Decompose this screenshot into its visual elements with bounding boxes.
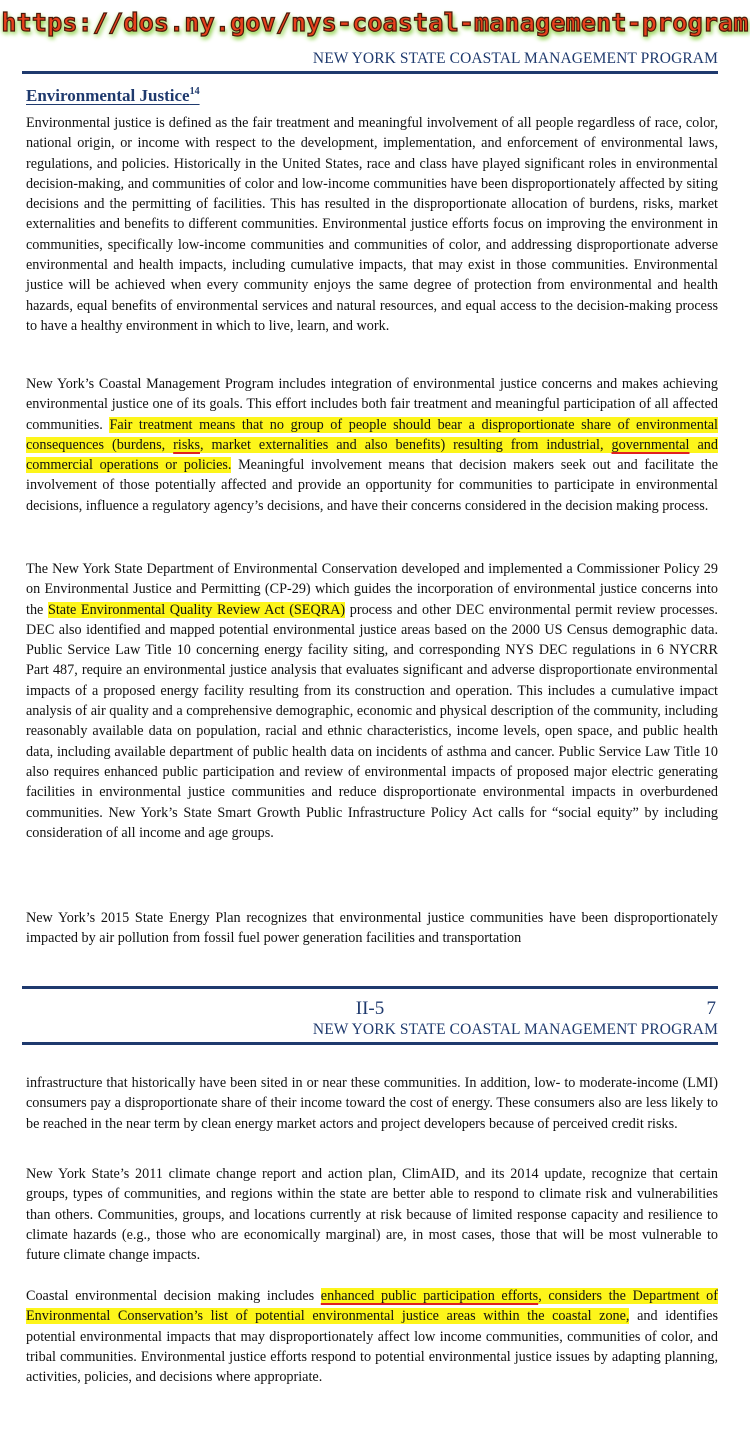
text: and identifies potential environmental impacts that may disproportionately affect low income communities, communities of color, and tribal communities. Environmental justice efforts respond to potential environmental justice issues by adapting planning, activities, policies, and decisions where appropriate. bbox=[26, 1308, 719, 1386]
text: , considers the Department of Environmental Conservation’s list of potential environmental justice areas within the coastal zone, bbox=[26, 1288, 718, 1325]
text: The New York State Department of Environmental Conservation developed and implemented a Commissioner Policy 29 on Environmental Justice and Permitting (CP-29) which guides the incorporation of environmental justice concerns into the bbox=[26, 561, 718, 618]
section-title bbox=[26, 86, 200, 106]
paragraph-energy-plan: New York’s 2015 State Energy Plan recognizes that environmental justice communities have been disproportionately impacted by air pollution from fossil fuel power generation facilities and transportation bbox=[26, 910, 718, 947]
paragraph-definition: Environmental justice is defined as the fair treatment and meaningful involvement of all people regardless of race, color, national origin, or income with respect to the development, implementation, and enforcement of environmental laws, regulations, and policies. Historically in the United States, race and class have played significant roles in environmental decision-making, and communities of color and low-income communities have been disproportionately affected by siting decisions and the permitting of facilities. This has resulted in the disproportionate allocation of burdens, risks, market externalities and benefits to different communities. Environmental justice efforts focus on improving the environment in communities, specifically low-income communities and communities of color, and addressing disproportionate adverse environmental and health impacts, including cumulative impacts, that may exist in those communities. Environmental justice will be achieved when every community enjoys the same degree of protection from environmental and health hazards, equal benefits of environmental services and natural resources, and equal access to the decision-making process to have a healthy environment in which to live, learn, and work. bbox=[26, 115, 718, 334]
highlight-seqra: State Environmental Quality Review Act (SEQRA) bbox=[47, 601, 346, 618]
section-page-number: II-5 bbox=[355, 998, 385, 1019]
text: , market externalities and also benefits) resulting from industrial, bbox=[199, 436, 612, 453]
text: Fair treatment means that no group of people should bear a disproportionate share of environmental consequences (burdens, bbox=[26, 416, 718, 453]
text: process and other DEC environmental permit review processes. DEC also identified and mapped potential environmental justice areas based on the 2000 US Census demographic data. Public Service Law Title 10 concerning energy facility siting, and corresponding NYS DEC regulations in 6 NYCRR Part 487, require an environmental justice analysis that evaluates significant and adverse disproportionate environmental impacts of a proposed energy facility resulting from its construction and operation. This includes a cumulative impact analysis of air quality and a comprehensive demographic, economic and physical description of the community, including reasonably available data on population, racial and ethnic characteristics, income levels, open space, and public health data, including available department of public health data on incidents of asthma and cancer. Public Service Law Title 10 also requires enhanced public participation and review of environmental impacts of proposed major electric generating facilities in environmental justice communities and reduce disproportionate environmental impacts in overburdened communities. New York’s State Smart Growth Public Infrastructure Policy Act calls for “social equity” by including consideration of all income and age groups. bbox=[26, 601, 718, 841]
text: and commercial operations or policies. bbox=[26, 436, 718, 474]
section-title-text: Environmental Justice bbox=[26, 86, 190, 105]
paragraph-dec-policy bbox=[26, 559, 718, 843]
underlined-governmental: governmental bbox=[611, 436, 690, 453]
footnote-ref[interactable]: 14 bbox=[189, 86, 200, 97]
paragraph-climaid: New York State’s 2011 climate change report and action plan, ClimAID, and its 2014 update, recognize that certain groups, types of communities, and regions within the state are better able to respond to climate risk and vulnerabilities than others. Communities, groups, and locations currently at risk because of limited response capacity and resilience to climate hazards (e.g., those who are economically marginal) are, in most cases, those that will be most vulnerable to future climate change impacts. bbox=[26, 1166, 718, 1264]
source-url-banner[interactable]: https://dos.ny.gov/nys-coastal-management-program bbox=[1, 8, 749, 37]
header-rule bbox=[22, 71, 718, 74]
paragraph-coastal-program bbox=[26, 374, 718, 516]
running-header-page-1: NEW YORK STATE COASTAL MANAGEMENT PROGRAM bbox=[312, 50, 718, 67]
text: Meaningful involvement means that decision makers seek out and facilitate the involvement of those potentially affected and provide an opportunity for communities to participate in environmental decisions, influence a regulatory agency’s decisions, and have their concerns considered in the decision making process. bbox=[26, 457, 718, 514]
pdf-page-number: 7 bbox=[706, 998, 716, 1019]
text: Coastal environmental decision making includes bbox=[26, 1288, 321, 1304]
paragraph-lmi-consumers: infrastructure that historically have been sited in or near these communities. In addition, low- to moderate-income (LMI) consumers pay a disproportionate share of their income toward the cost of energy. These consumers also are less likely to be reached in the near term by clean energy market actors and project developers because of perceived credit risks. bbox=[26, 1075, 718, 1132]
underlined-risks: risks bbox=[173, 436, 200, 453]
running-header-page-2: NEW YORK STATE COASTAL MANAGEMENT PROGRAM bbox=[312, 1021, 718, 1038]
header-rule bbox=[22, 1042, 718, 1045]
underlined-participation: enhanced public participation efforts bbox=[320, 1288, 539, 1304]
footer-rule bbox=[22, 986, 718, 989]
text: New York’s Coastal Management Program includes integration of environmental justice concerns and makes achieving environmental justice one of its goals. This effort includes both fair treatment and meaningful participation of all affected communities. bbox=[26, 376, 718, 433]
paragraph-coastal-decision-making bbox=[26, 1286, 718, 1387]
